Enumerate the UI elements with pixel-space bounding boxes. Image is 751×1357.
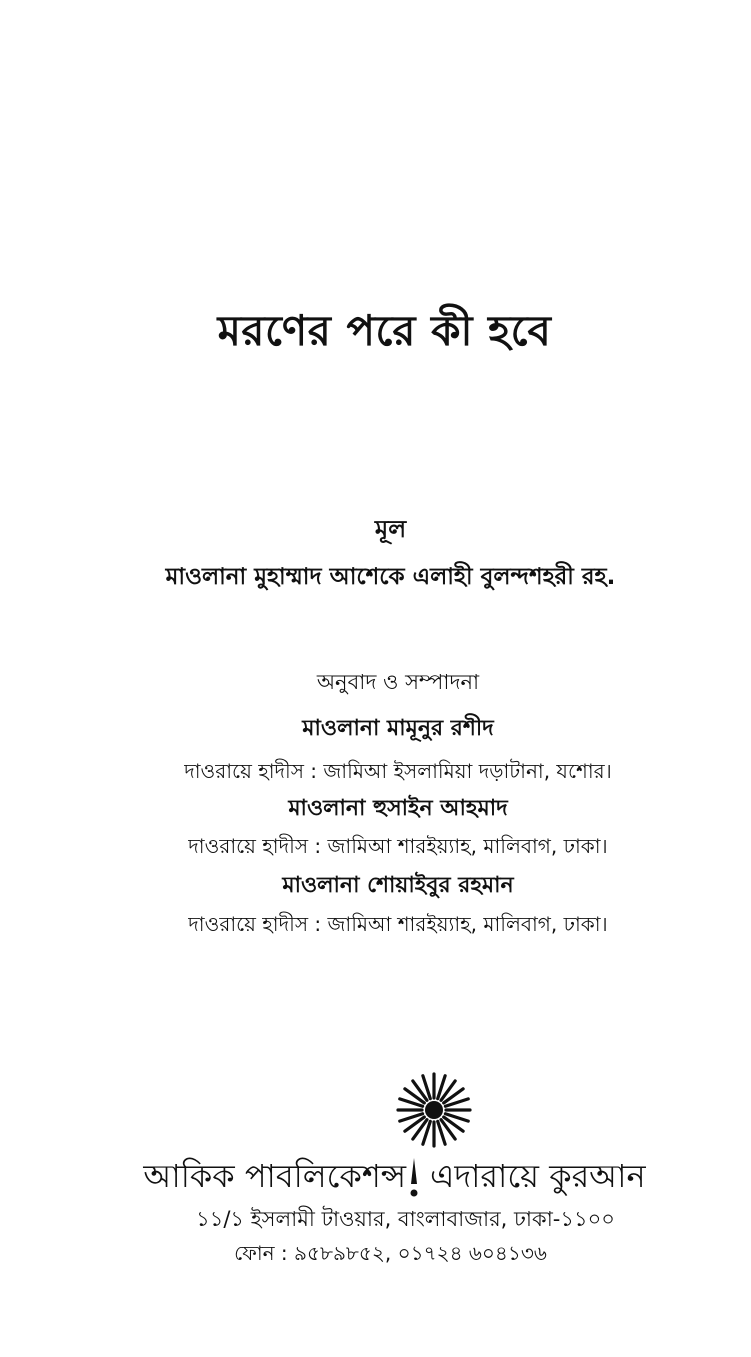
- translation-label: অনুবাদ ও সম্পাদনা: [316, 670, 480, 694]
- translator-name: মাওলানা মামূনুর রশীদ: [302, 716, 494, 741]
- translator-description: দাওরায়ে হাদীস : জামিআ শারইয়্যাহ, মালিবাগ, ঢাকা।: [188, 912, 608, 936]
- original-label: মূল: [374, 515, 407, 543]
- translator-name: মাওলানা হুসাইন আহমাদ: [288, 796, 508, 821]
- sunburst-icon: [396, 1072, 472, 1148]
- publisher-address: ১১/১ ইসলামী টাওয়ার, বাংলাবাজার, ঢাকা-১১০০: [196, 1207, 615, 1231]
- book-title: মরণের পরে কী হবে: [217, 306, 552, 355]
- divider-mark: [409, 1158, 419, 1198]
- translator-description: দাওরায়ে হাদীস : জামিআ ইসলামিয়া দড়াটানা, যশোর।: [184, 759, 612, 783]
- publishers-row: [0, 1150, 751, 1202]
- translator-name: মাওলানা শোয়াইবুর রহমান: [282, 873, 514, 898]
- author-name: মাওলানা মুহাম্মাদ আশেকে এলাহী বুলন্দশহরী রহ.: [165, 564, 616, 590]
- publisher-name-left: আকিক পাবলিকেশন্স: [143, 1157, 406, 1195]
- translator-description: দাওরায়ে হাদীস : জামিআ শারইয়্যাহ, মালিবাগ, ঢাকা।: [188, 834, 608, 858]
- publisher-phone: ফোন : ৯৫৮৯৮৫২, ০১৭২৪ ৬০৪১৩৬: [234, 1241, 547, 1265]
- publisher-name-right: এদারায়ে কুরআন: [430, 1157, 646, 1195]
